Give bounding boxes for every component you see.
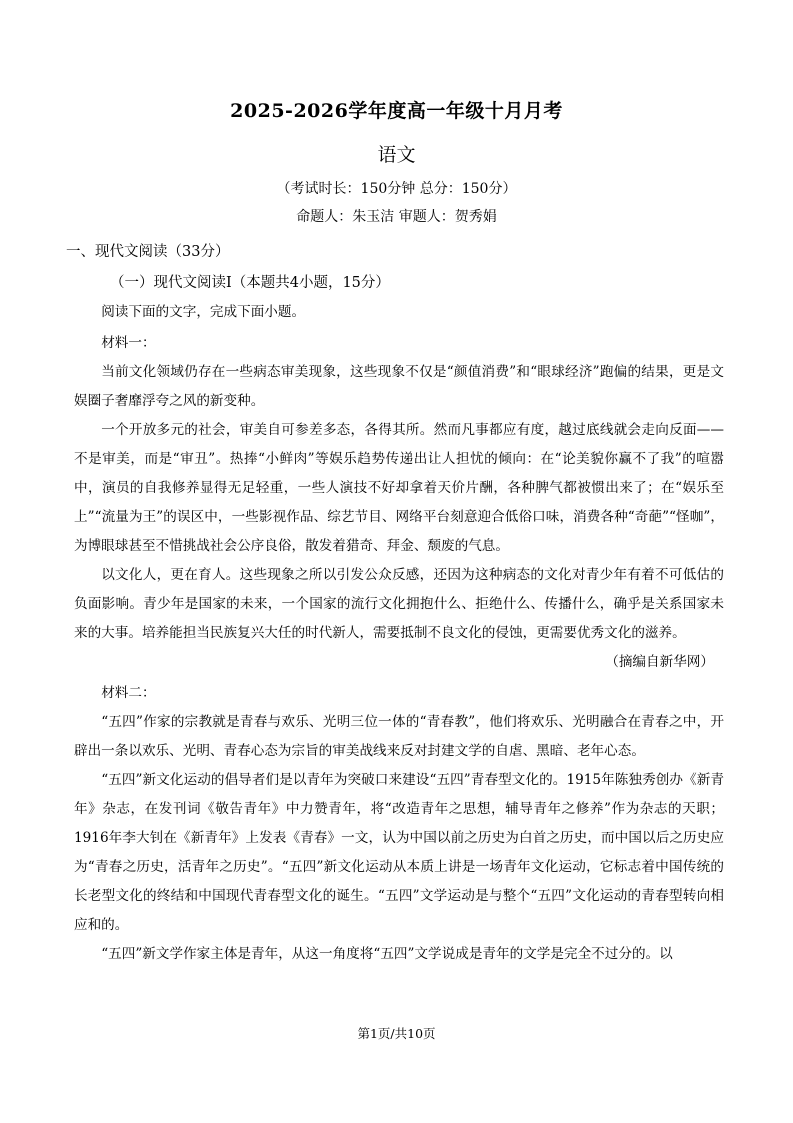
material2-paragraph: “五四”新文学作家主体是青年，从这一角度将“五四”文学说成是青年的文学是完全不过分的。以 — [101, 946, 673, 962]
instruction-text: 阅读下面的文字，完成下面小题。 — [101, 304, 306, 320]
material1-label: 材料一： — [101, 335, 156, 351]
material2-label: 材料二： — [101, 685, 156, 701]
material1-source: （摘编自新华网） — [605, 654, 714, 670]
material1-paragraph: 以文化人，更在育人。这些现象之所以引发公众反感，还因为这种病态的文化对青少年有着不可低估的负面影响。青少年是国家的未来，一个国家的流行文化拥抱什么、拒绝什么、传播什么，确乎是关系国家未来的大事。培养能担当民族复兴大任的时代新人，需要抵制不良文化的侵蚀，更需要优秀文化的滋养。 — [74, 567, 724, 641]
subject-title: 语文 — [377, 144, 416, 166]
exam-info: （考试时长：150分钟 总分：150分） — [276, 181, 517, 197]
material2-paragraph: “五四”新文化运动的倡导者们是以青年为突破口来建设“五四”青春型文化的。1915年陈独秀创办《新青年》杂志，在发刊词《敬告青年》中力赞青年，将“改造青年之思想，辅导青年之修养”作为杂志的天职；1916年李大钊在《新青年》上发表《青春》一文，认为中国以前之历史为白首之历史，而中国以后之历史应为“青春之历史，活青年之历史”。“五四”新文化运动从本质上讲是一场青年文化运动，它标志着中国传统的长老型文化的终结和中国现代青春型文化的诞生。“五四”文学运动是与整个“五四”文化运动的青春型转向相应和的。 — [74, 772, 724, 933]
reading-body — [74, 298, 724, 969]
material2-paragraph: “五四”作家的宗教就是青春与欢乐、光明三位一体的“青春教”，他们将欢乐、光明融合在青春之中，开辟出一条以欢乐、光明、青春心态为宗旨的审美战线来反对封建文学的自虐、黑暗、老年心态。 — [74, 714, 724, 759]
page-number: 第1页/共10页 — [357, 1026, 436, 1041]
exam-title: 2025-2026学年度高一年级十月月考 — [230, 100, 563, 122]
material1-paragraph: 一个开放多元的社会，审美自可参差多态，各得其所。然而凡事都应有度，越过底线就会走向反面——不是审美，而是“审丑”。热捧“小鲜肉”等娱乐趋势传递出让人担忧的倾向：在“论美貌你赢不了我”的喧嚣中，演员的自我修养显得无足轻重，一些人演技不好却拿着天价片酬，各种脾气都被惯出来了；在“娱乐至上”“流量为王”的误区中，一些影视作品、综艺节目、网络平台刻意迎合低俗口味，消费各种“奇葩”“怪咖”，为博眼球甚至不惜挑战社会公序良俗，散发着猎奇、拜金、颓废的气息。 — [74, 422, 724, 554]
material1-paragraph: 当前文化领域仍存在一些病态审美现象，这些现象不仅是“颜值消费”和“眼球经济”跑偏的结果，更是文娱圈子奢靡浮夸之风的新变种。 — [74, 364, 724, 409]
exam-authors: 命题人：朱玉洁 审题人：贺秀娟 — [296, 209, 497, 225]
subsection-heading: （一）现代文阅读Ⅰ（本题共4小题，15分） — [110, 275, 390, 291]
section-heading: 一、现代文阅读（33分） — [66, 244, 230, 260]
